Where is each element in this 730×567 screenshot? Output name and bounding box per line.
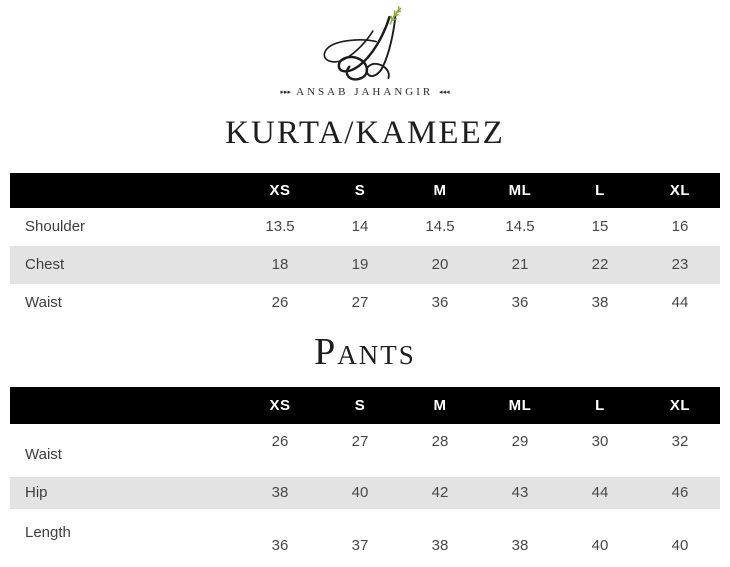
corner-cell: [10, 387, 240, 424]
size-value: 38: [431, 537, 449, 554]
kurta-section-title: KURTA/KAMEEZ: [225, 115, 505, 151]
size-column-header-m: M: [433, 397, 447, 414]
size-value: 37: [351, 537, 369, 554]
table-row-hip: [10, 477, 720, 509]
size-column-header-xl: XL: [669, 397, 691, 414]
size-value: 20: [431, 256, 449, 273]
size-value: 19: [351, 256, 369, 273]
size-value: 30: [591, 433, 609, 450]
size-column-header-s: S: [354, 182, 366, 199]
size-column-header-l: L: [595, 182, 605, 199]
brand-monogram-icon: [290, 5, 440, 85]
size-column-header-ml: ML: [508, 397, 532, 414]
kurta-table-header-row: [10, 173, 720, 208]
size-column-header-xs: XS: [269, 182, 291, 199]
size-value: 21: [511, 256, 529, 273]
size-value: 36: [431, 294, 449, 311]
size-value: 40: [591, 537, 609, 554]
table-row-waist: [10, 424, 720, 477]
pants-table-header-row: [10, 387, 720, 424]
size-value: 29: [511, 433, 529, 450]
measurement-label: Length: [25, 524, 71, 541]
measurement-label: Waist: [25, 294, 62, 311]
size-column-header-xs: XS: [269, 397, 291, 414]
size-value: 43: [511, 484, 529, 501]
size-value: 36: [271, 537, 289, 554]
size-value: 26: [271, 294, 289, 311]
size-value: 14: [351, 218, 369, 235]
corner-cell: [10, 173, 240, 208]
size-value: 22: [591, 256, 609, 273]
size-value: 42: [431, 484, 449, 501]
size-value: 18: [271, 256, 289, 273]
size-value: 14.5: [505, 218, 535, 235]
size-column-header-l: L: [595, 397, 605, 414]
size-value: 44: [671, 294, 689, 311]
kurta-size-table: [10, 173, 720, 322]
size-value: 28: [431, 433, 449, 450]
size-value: 38: [511, 537, 529, 554]
measurement-label: Shoulder: [25, 218, 86, 235]
size-value: 40: [351, 484, 369, 501]
measurement-label: Waist: [25, 446, 62, 463]
left-arrows-ornament: ▸▸▸: [280, 88, 292, 96]
size-column-header-ml: ML: [508, 182, 532, 199]
size-value: 26: [271, 433, 289, 450]
size-value: 27: [351, 433, 369, 450]
size-value: 23: [671, 256, 689, 273]
pants-size-table: [10, 387, 720, 564]
size-value: 16: [671, 218, 689, 235]
table-row-length: [10, 509, 720, 564]
size-column-header-xl: XL: [669, 182, 691, 199]
size-value: 46: [671, 484, 689, 501]
table-row-chest: [10, 246, 720, 284]
brand-name: [0, 86, 730, 98]
size-value: 27: [351, 294, 369, 311]
measurement-label: Chest: [25, 256, 65, 273]
size-value: 40: [671, 537, 689, 554]
size-value: 13.5: [265, 218, 295, 235]
table-row-waist: [10, 284, 720, 322]
right-arrows-ornament: ◂◂◂: [438, 88, 450, 96]
size-value: 36: [511, 294, 529, 311]
brand-logo: [0, 0, 730, 98]
size-column-header-s: S: [354, 397, 366, 414]
size-value: 15: [591, 218, 609, 235]
size-value: 38: [271, 484, 289, 501]
table-row-shoulder: [10, 208, 720, 246]
size-value: 38: [591, 294, 609, 311]
size-column-header-m: M: [433, 182, 447, 199]
measurement-label: Hip: [25, 484, 48, 501]
pants-section-title: Pants: [314, 331, 416, 373]
size-value: 32: [671, 433, 689, 450]
size-value: 44: [591, 484, 609, 501]
brand-name-text: ANSAB JAHANGIR: [296, 86, 434, 98]
size-value: 14.5: [425, 218, 455, 235]
